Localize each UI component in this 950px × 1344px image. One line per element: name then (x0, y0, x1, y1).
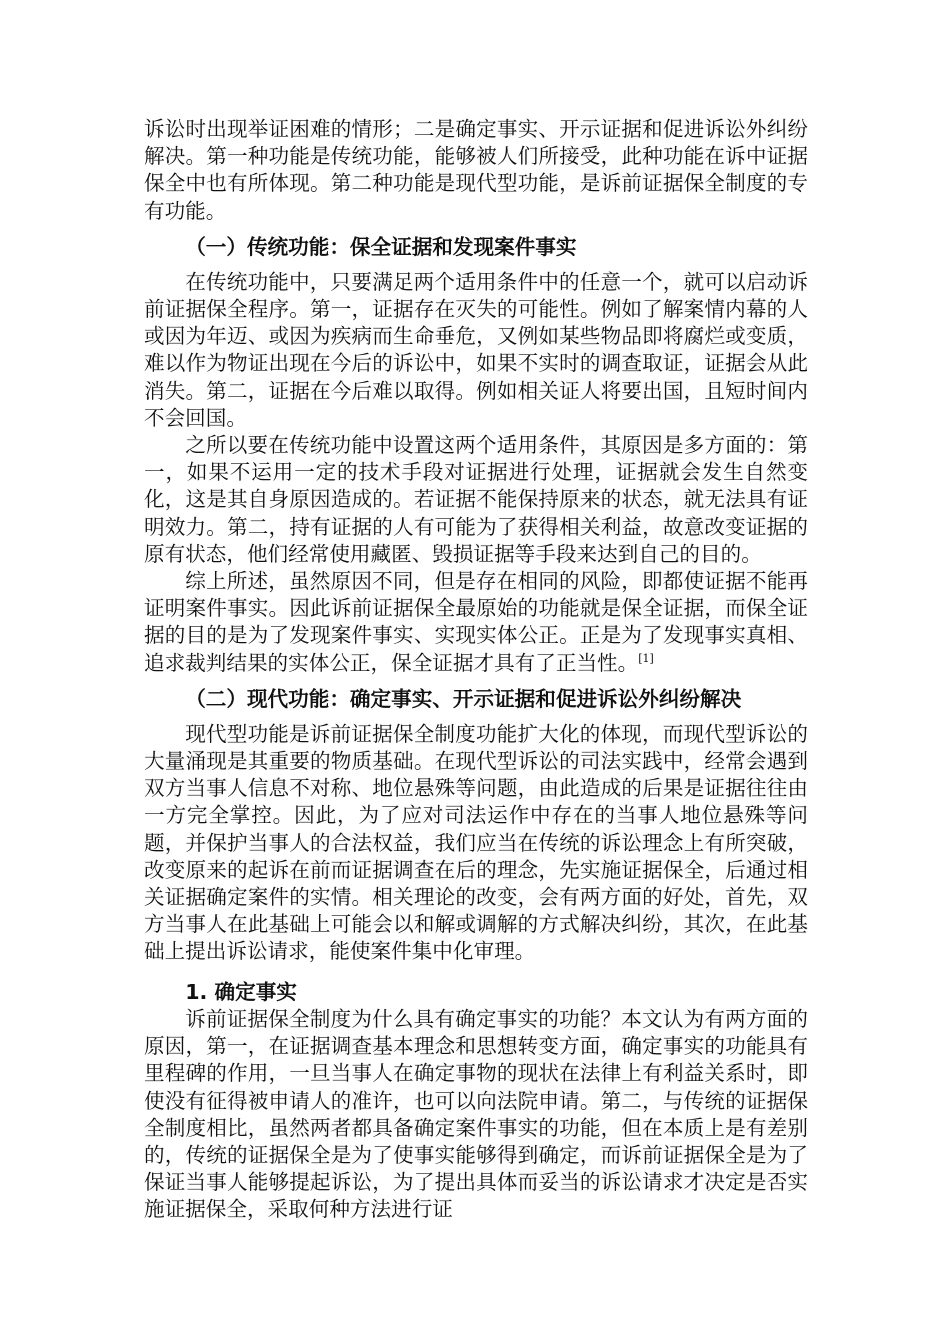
paragraph-continued: 诉讼时出现举证困难的情形；二是确定事实、开示证据和促进诉讼外纠纷解决。第一种功能是传统功能，能够被人们所接受，此种功能在诉中证据保全中也有所体现。第二种功能是现代型功能，是诉前证据保全制度的专有功能。 (144, 117, 808, 223)
section-heading-modern-function: （二）现代功能：确定事实、开示证据和促进诉讼外纠纷解决 (185, 686, 742, 711)
paragraph-traditional-summary (144, 568, 808, 677)
paragraph-modern-function: 现代型功能是诉前证据保全制度功能扩大化的体现，而现代型诉讼的大量涌现是其重要的物质基础。在现代型诉讼的司法实践中，经常会遇到双方当事人信息不对称、地位悬殊等问题，由此造成的后果是证据往往由一方完全掌控。因此，为了应对司法运作中存在的当事人地位悬殊等问题，并保护当事人的合法权益，我们应当在传统的诉讼理念上有所突破，改变原来的起诉在前而证据调查在后的理念，先实施证据保全，后通过相关证据确定案件的实情。相关理论的改变，会有两方面的好处，首先，双方当事人在此基础上可能会以和解或调解的方式解决纠纷，其次，在此基础上提出诉讼请求，能使案件集中化审理。 (144, 721, 808, 964)
summary-text: 综上所述，虽然原因不同，但是存在相同的风险，即都使证据不能再证明案件事实。因此诉前证据保全最原始的功能就是保全证据，而保全证据的目的是为了发现案件事实、实现实体公正。正是为了发现事实真相、追求裁判结果的实体公正，保全证据才具有了正当性。 (144, 569, 808, 675)
paragraph-traditional-conditions: 在传统功能中，只要满足两个适用条件中的任意一个，就可以启动诉前证据保全程序。第一，证据存在灭失的可能性。例如了解案情内幕的人或因为年迈、或因为疾病而生命垂危，又例如某些物品即将腐烂或变质，难以作为物证出现在今后的诉讼中，如果不实时的调查取证，证据会从此消失。第二，证据在今后难以取得。例如相关证人将要出国，且短时间内不会回国。 (144, 269, 808, 430)
section-heading-traditional-function: （一）传统功能：保全证据和发现案件事实 (185, 234, 577, 259)
footnote-reference: [1] (638, 651, 654, 665)
subsection-heading-determine-facts: 1. 确定事实 (185, 979, 297, 1004)
document-page (144, 116, 808, 1224)
paragraph-traditional-reasons: 之所以要在传统功能中设置这两个适用条件，其原因是多方面的：第一，如果不运用一定的技术手段对证据进行处理，证据就会发生自然变化，这是其自身原因造成的。若证据不能保持原来的状态，就无法具有证明效力。第二，持有证据的人有可能为了获得相关利益，故意改变证据的原有状态，他们经常使用藏匿、毁损证据等手段来达到自己的目的。 (144, 433, 808, 566)
paragraph-determine-facts: 诉前证据保全制度为什么具有确定事实的功能？本文认为有两方面的原因，第一，在证据调查基本理念和思想转变方面，确定事实的功能具有里程碑的作用，一旦当事人在确定事物的现状在法律上有利益关系时，即使没有征得被申请人的准许，也可以向法院申请。第二，与传统的证据保全制度相比，虽然两者都具备确定案件事实的功能，但在本质上是有差别的，传统的证据保全是为了使事实能够得到确定，而诉前证据保全是为了保证当事人能够提起诉讼，为了提出具体而妥当的诉讼请求才决定是否实施证据保全，采取何种方法进行证 (144, 1006, 808, 1222)
